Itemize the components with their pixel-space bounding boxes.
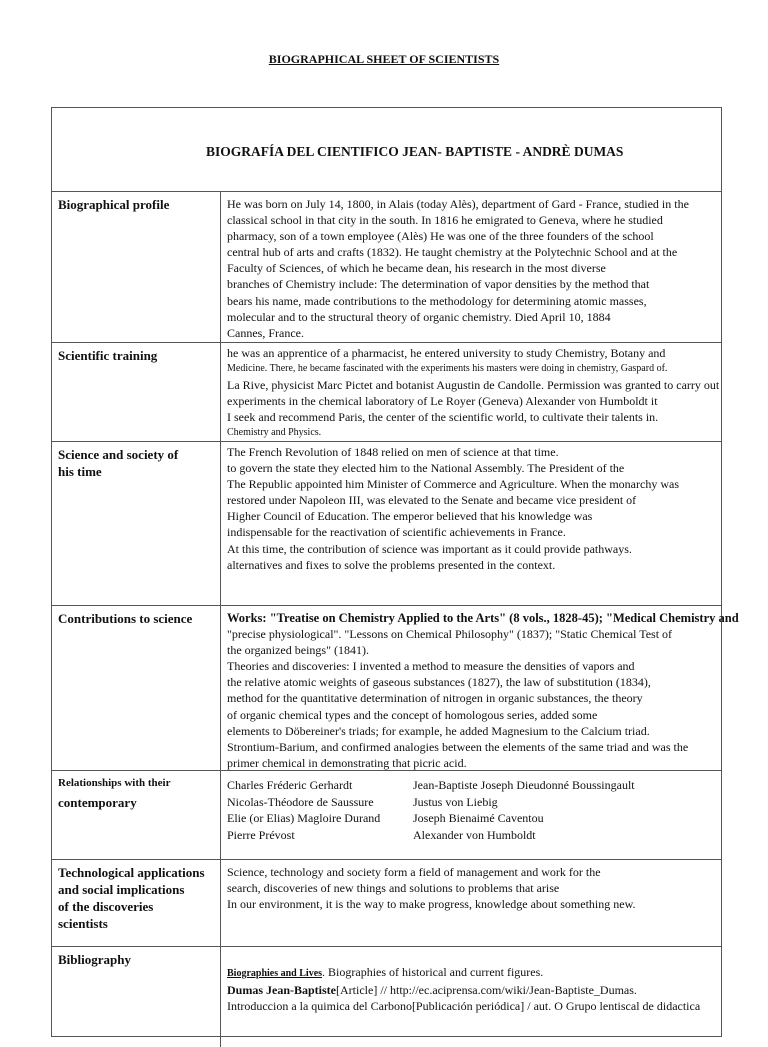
text-line: elements to Döbereiner's triads; for example, he added Magnesium to the Calcium triad. (227, 723, 650, 738)
text-line: branches of Chemistry include: The determination of vapor densities by the method that (227, 277, 650, 292)
contemporary-name: Joseph Bienaimé Caventou (413, 811, 544, 825)
label-scientific-training: Scientific training (52, 343, 221, 441)
label-relationships (52, 771, 221, 859)
text-line: Chemistry and Physics. (227, 427, 322, 439)
text-line: Theories and discoveries: I invented a method to measure the densities of vapors and (227, 659, 635, 674)
label-line: Science and society of (58, 447, 179, 462)
biography-table (51, 107, 739, 1037)
text-line: experiments in the chemical laboratory of Le Royer (Geneva) Alexander von Humboldt it (227, 394, 658, 409)
table-header-cell (52, 108, 721, 192)
text-line: search, discoveries of new things and solutions to problems that arise (227, 881, 560, 896)
bibliography-text: . Biographies of historical and current figures. (322, 965, 544, 979)
text-line: In our environment, it is the way to make progress, knowledge about something new. (227, 897, 636, 912)
text-line: primer chemical in demonstrating that picric acid. (227, 755, 467, 770)
row-biographical-profile (52, 192, 721, 343)
text-line: He was born on July 14, 1800, in Alais (today Alès), department of Gard - France, studied in the (227, 197, 689, 211)
text-line: molecular and to the structural theory of organic chemistry. Died April 10, 1884 (227, 309, 611, 324)
label-line: scientists (58, 916, 108, 931)
label-line: his time (58, 464, 102, 479)
text-line: Faculty of Sciences, of which he became dean, his research in the most diverse (227, 261, 606, 276)
contemporary-name: Alexander von Humboldt (413, 827, 536, 842)
content-science-society (227, 444, 768, 573)
label-contributions: Contributions to science (52, 606, 221, 770)
content-contributions (227, 610, 768, 771)
content-applications (227, 864, 768, 912)
contemporary-name: Jean-Baptiste Joseph Dieudonné Boussingault (413, 778, 635, 792)
label-line: and social implications (58, 882, 185, 897)
content-relationships (227, 777, 768, 843)
text-line: to govern the state they elected him to the National Assembly. The President of the (227, 461, 625, 476)
text-line: "precise physiological". "Lessons on Chemical Philosophy" (1837); "Static Chemical Test of (227, 627, 673, 642)
text-line: indispensable for the reactivation of scientific achievements in France. (227, 525, 566, 540)
text-line: central hub of arts and crafts (1832). He taught chemistry at the Polytechnic School and at the (227, 245, 678, 260)
content-scientific-training (227, 345, 768, 442)
contemporary-name: Elie (or Elias) Magloire Durand (227, 811, 381, 825)
label-line: Technological applications (58, 865, 205, 880)
text-line: La Rive, physicist Marc Pictet and botanist Augustin de Candolle. Permission was granted to carry out (227, 378, 720, 393)
label-applications (52, 860, 221, 946)
contemporary-name: Charles Fréderic Gerhardt (227, 778, 353, 792)
text-line: Cannes, France. (227, 325, 304, 340)
contemporary-name: Pierre Prévost (227, 827, 295, 842)
bibliography-entry (227, 982, 768, 998)
content-bibliography (227, 964, 768, 1014)
bibliography-entry (227, 964, 768, 982)
bibliography-link[interactable]: Biographies and Lives (227, 968, 323, 979)
document-title: BIOGRAPHICAL SHEET OF SCIENTISTS (268, 52, 500, 66)
text-line: Medicine. There, he became fascinated with the experiments his masters were doing in chemistry, Gaspard of. (227, 363, 668, 375)
contemporaries-list (227, 777, 768, 843)
row-scientific-training (52, 343, 721, 442)
row-science-society (52, 442, 721, 606)
text-line: alternatives and fixes to solve the problems presented in the context. (227, 557, 556, 572)
text-line: of organic chemical types and the concept of homologous series, added some (227, 707, 598, 722)
label-bibliography: Bibliography (52, 947, 221, 1047)
row-relationships (52, 771, 721, 860)
text-line: method for the quantitative determination of nitrogen in organic substances, the theory (227, 691, 643, 706)
row-applications (52, 860, 721, 947)
bibliography-author: Dumas Jean-Baptiste (227, 983, 337, 998)
text-line: I seek and recommend Paris, the center of the scientific world, to cultivate their talents in. (227, 410, 659, 425)
scientist-heading: BIOGRAFÍA DEL CIENTIFICO JEAN- BAPTISTE - ANDRÈ DUMAS (206, 144, 624, 159)
works-line: Works: "Treatise on Chemistry Applied to the Arts" (8 vols., 1828-45); "Medical Chemistry and (227, 611, 739, 625)
text-line: restored under Napoleon III, was elevated to the Senate and became vice president of (227, 493, 637, 508)
bibliography-entry: Introduccion a la quimica del Carbono[Publicación periódica] / aut. O Grupo lentiscal de didactica (227, 999, 701, 1014)
bibliography-text: [Article] // http://ec.aciprensa.com/wiki/Jean-Baptiste_Dumas. (336, 983, 637, 998)
text-line: the relative atomic weights of gaseous substances (1827), the law of substitution (1834), (227, 675, 651, 690)
label-biographical-profile: Biographical profile (52, 192, 221, 342)
label-line: of the discoveries (58, 899, 154, 914)
content-biographical-profile (227, 196, 768, 341)
text-line: Strontium-Barium, and confirmed analogies between the elements of the same triad and was the (227, 739, 689, 754)
row-contributions (52, 606, 739, 771)
text-line: he was an apprentice of a pharmacist, he entered university to study Chemistry, Botany and (227, 346, 666, 360)
text-line: pharmacy, son of a town employee (Alès) He was one of the three founders of the school (227, 229, 654, 244)
label-line: contemporary (58, 795, 137, 810)
text-line: Science, technology and society form a field of management and work for the (227, 865, 601, 879)
row-bibliography (52, 947, 721, 1047)
text-line: the organized beings" (1841). (227, 643, 369, 658)
text-line: At this time, the contribution of science was important as it could provide pathways. (227, 541, 632, 556)
text-line: The Republic appointed him Minister of Commerce and Agriculture. When the monarchy was (227, 477, 679, 492)
label-line: Relationships with their (58, 777, 171, 789)
label-science-society (52, 442, 221, 605)
text-line: The French Revolution of 1848 relied on men of science at that time. (227, 445, 559, 459)
text-line: Higher Council of Education. The emperor believed that his knowledge was (227, 509, 593, 524)
text-line: bears his name, made contributions to the methodology for determining atomic masses, (227, 293, 647, 308)
text-line: classical school in that city in the south. In 1816 he emigrated to Geneva, where he studied (227, 213, 663, 228)
contemporary-name: Nicolas-Théodore de Saussure (227, 794, 374, 809)
contemporary-name: Justus von Liebig (413, 794, 498, 809)
